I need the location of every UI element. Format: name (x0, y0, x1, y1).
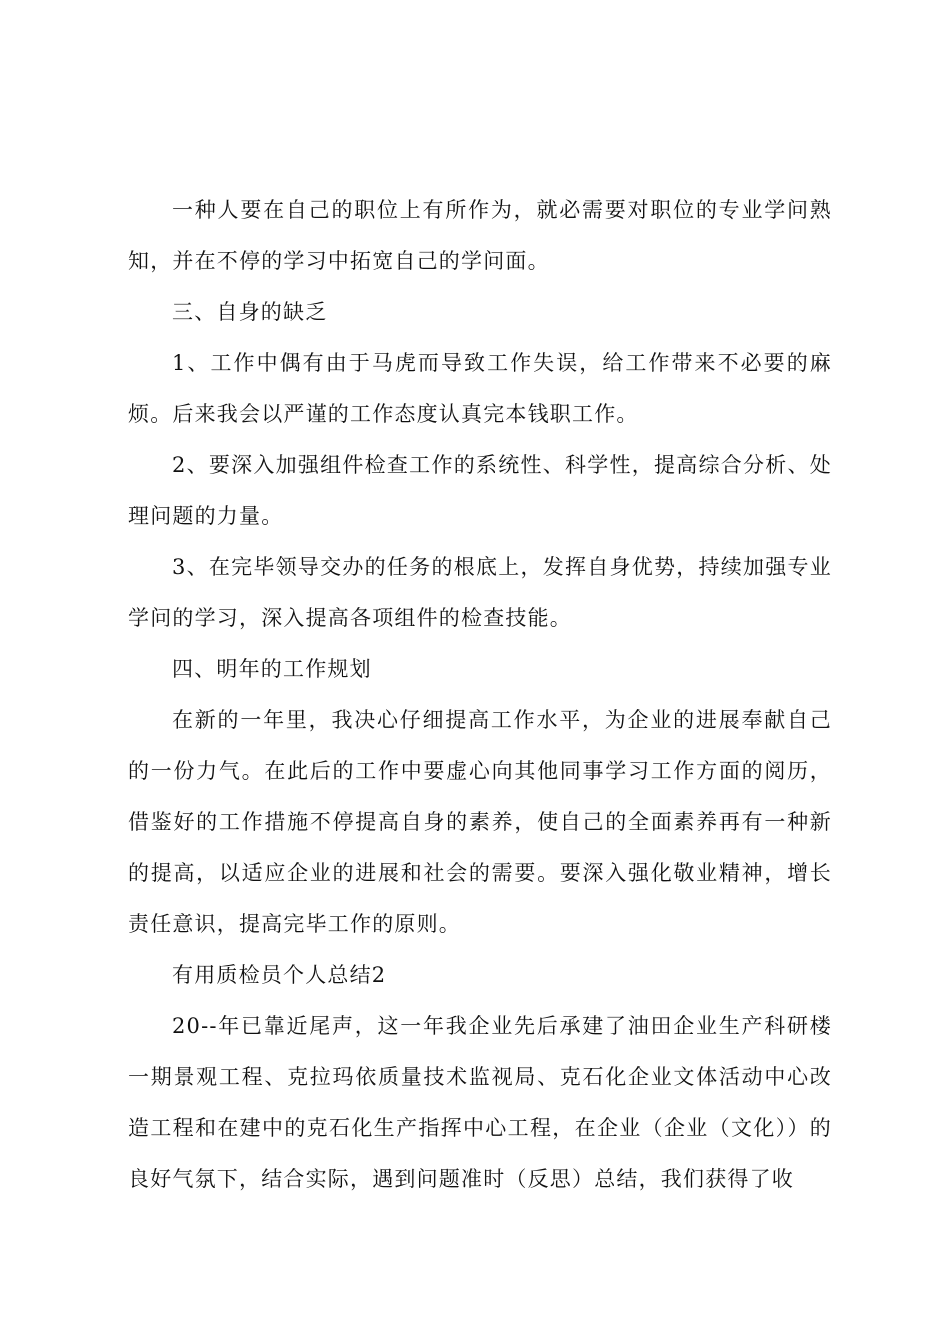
heading-next-year-plan: 四、明年的工作规划 (172, 657, 372, 681)
paragraph-summary-2-intro: 20--年已靠近尾声，这一年我企业先后承建了油田企业生产科研楼一期景观工程、克拉玛依质量技术监视局、克石化企业文体活动中心改造工程和在建中的克石化生产指挥中心工程，在企业（企业（文化））的良好气氛下，结合实际，遇到问题准时（反思）总结，我们获得了收 (128, 1014, 832, 1191)
paragraph-knowledge: 一种人要在自己的职位上有所作为，就必需要对职位的专业学问熟知，并在不停的学习中拓宽自己的学问面。 (128, 198, 832, 273)
paragraph-shortcoming-3: 3、在完毕领导交办的任务的根底上，发挥自身优势，持续加强专业学问的学习，深入提高各项组件的检查技能。 (128, 555, 832, 630)
paragraph-shortcoming-1: 1、工作中偶有由于马虎而导致工作失误，给工作带来不必要的麻烦。后来我会以严谨的工作态度认真完本钱职工作。 (128, 351, 832, 426)
paragraph-next-year-plan: 在新的一年里，我决心仔细提高工作水平，为企业的进展奉献自己的一份力气。在此后的工作中要虚心向其他同事学习工作方面的阅历，借鉴好的工作措施不停提高自身的素养，使自己的全面素养再有一种新的提高，以适应企业的进展和社会的需要。要深入强化敬业精神，增长责任意识，提高完毕工作的原则。 (128, 708, 832, 936)
heading-summary-2: 有用质检员个人总结2 (172, 963, 387, 987)
paragraph-shortcoming-2: 2、要深入加强组件检查工作的系统性、科学性，提高综合分析、处理问题的力量。 (128, 453, 832, 528)
heading-shortcomings: 三、自身的缺乏 (172, 300, 328, 324)
document-body (128, 185, 832, 1205)
